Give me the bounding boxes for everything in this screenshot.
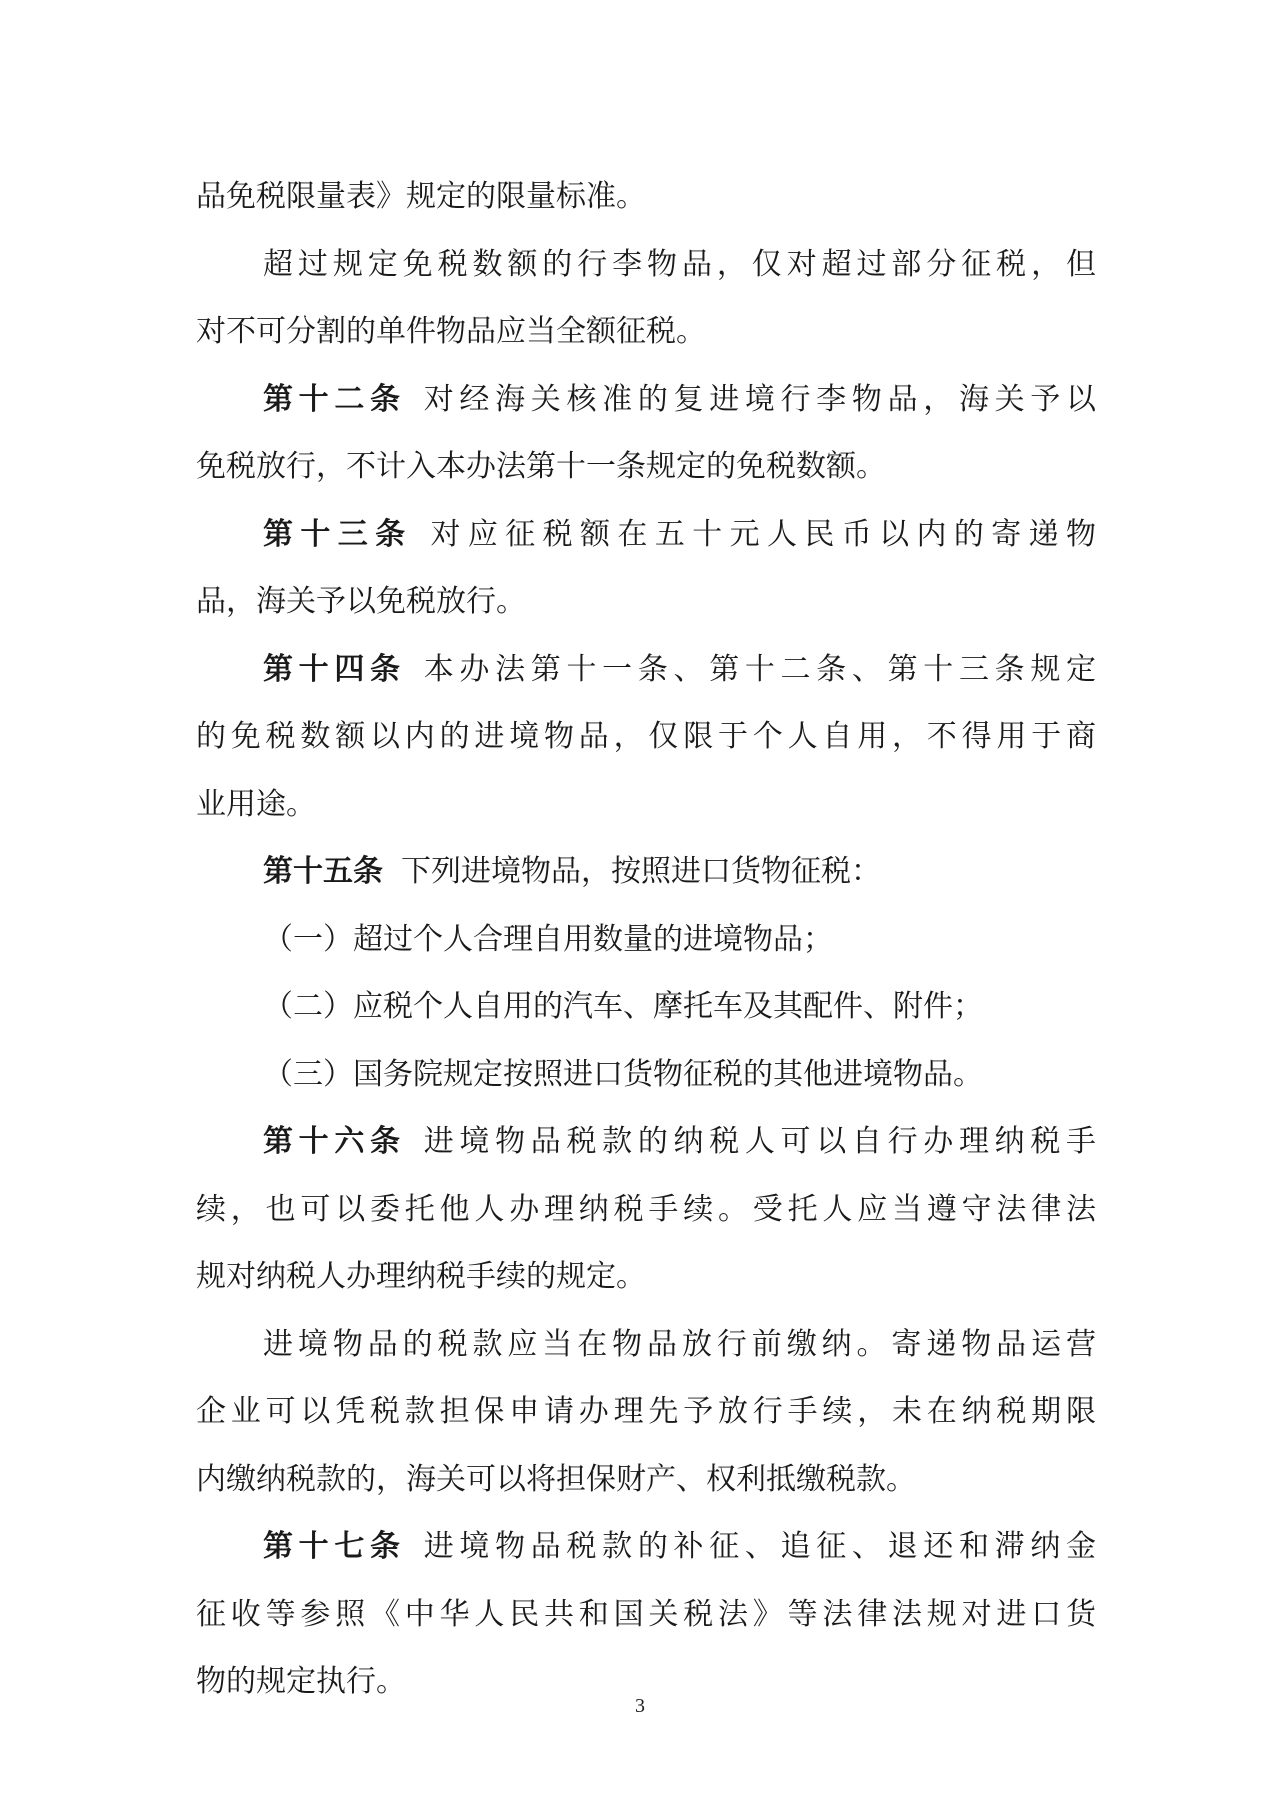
text-line: [196, 703, 1096, 771]
line-text: 的免税数额以内的进境物品，仅限于个人自用，不得用于商: [196, 719, 1096, 754]
line-text: 物的规定执行。: [196, 1664, 406, 1699]
article-line: [196, 1513, 1096, 1581]
text-line: [196, 1311, 1096, 1379]
text-line: [196, 1581, 1096, 1649]
line-text: 品，海关予以免税放行。: [196, 584, 526, 619]
line-text: 征收等参照《中华人民共和国关税法》等法律法规对进口货: [196, 1596, 1096, 1632]
article-number: 第十五条: [263, 854, 383, 889]
text-line: [196, 771, 1096, 839]
line-text: 续，也可以委托他人办理纳税手续。受托人应当遵守法律法: [196, 1191, 1096, 1227]
article-number: 第十四条: [263, 651, 406, 687]
text-line: [196, 1378, 1096, 1446]
text-line: [196, 433, 1096, 501]
text-line: [196, 568, 1096, 636]
document-body: [196, 163, 1096, 1716]
text-line: [196, 1446, 1096, 1514]
line-text: 内缴纳税款的，海关可以将担保财产、权利抵缴税款。: [196, 1461, 916, 1497]
line-text: 下列进境物品，按照进口货物征税：: [401, 854, 881, 889]
text-line: [196, 1041, 1096, 1109]
text-line: [196, 1176, 1096, 1244]
article-number: 第十七条: [263, 1529, 406, 1564]
line-text: （一）超过个人合理自用数量的进境物品；: [263, 921, 833, 957]
article-line: [196, 636, 1096, 704]
line-text: 进境物品的税款应当在物品放行前缴纳。寄递物品运营: [263, 1326, 1096, 1362]
text-line: [196, 973, 1096, 1041]
line-text: 品免税限量表》规定的限量标准。: [196, 179, 646, 214]
line-text: 免税放行，不计入本办法第十一条规定的免税数额。: [196, 449, 886, 484]
article-line: [196, 366, 1096, 434]
line-text: （二）应税个人自用的汽车、摩托车及其配件、附件；: [263, 989, 983, 1024]
text-line: [196, 231, 1096, 299]
line-text: 规对纳税人办理纳税手续的规定。: [196, 1259, 646, 1294]
article-line: [196, 838, 1096, 906]
line-text: 本办法第十一条、第十二条、第十三条规定: [423, 651, 1097, 687]
article-number: 第十六条: [263, 1124, 406, 1159]
line-text: 对经海关核准的复进境行李物品，海关予以: [423, 381, 1097, 417]
line-text: 进境物品税款的纳税人可以自行办理纳税手: [423, 1124, 1097, 1159]
line-text: 对不可分割的单件物品应当全额征税。: [196, 314, 706, 349]
text-line: [196, 1243, 1096, 1311]
text-line: [196, 906, 1096, 974]
article-number: 第十二条: [263, 381, 406, 417]
line-text: 进境物品税款的补征、追征、退还和滞纳金: [423, 1529, 1097, 1564]
line-text: 对应征税额在五十元人民币以内的寄递物: [430, 516, 1097, 552]
text-line: [196, 298, 1096, 366]
text-line: [196, 163, 1096, 231]
line-text: 超过规定免税数额的行李物品，仅对超过部分征税，但: [263, 246, 1096, 282]
line-text: 企业可以凭税款担保申请办理先予放行手续，未在纳税期限: [196, 1394, 1096, 1429]
article-number: 第十三条: [263, 516, 413, 552]
line-text: （三）国务院规定按照进口货物征税的其他进境物品。: [263, 1056, 983, 1092]
article-line: [196, 501, 1096, 569]
page-number: 3: [635, 1695, 645, 1717]
article-line: [196, 1108, 1096, 1176]
line-text: 业用途。: [196, 786, 316, 822]
